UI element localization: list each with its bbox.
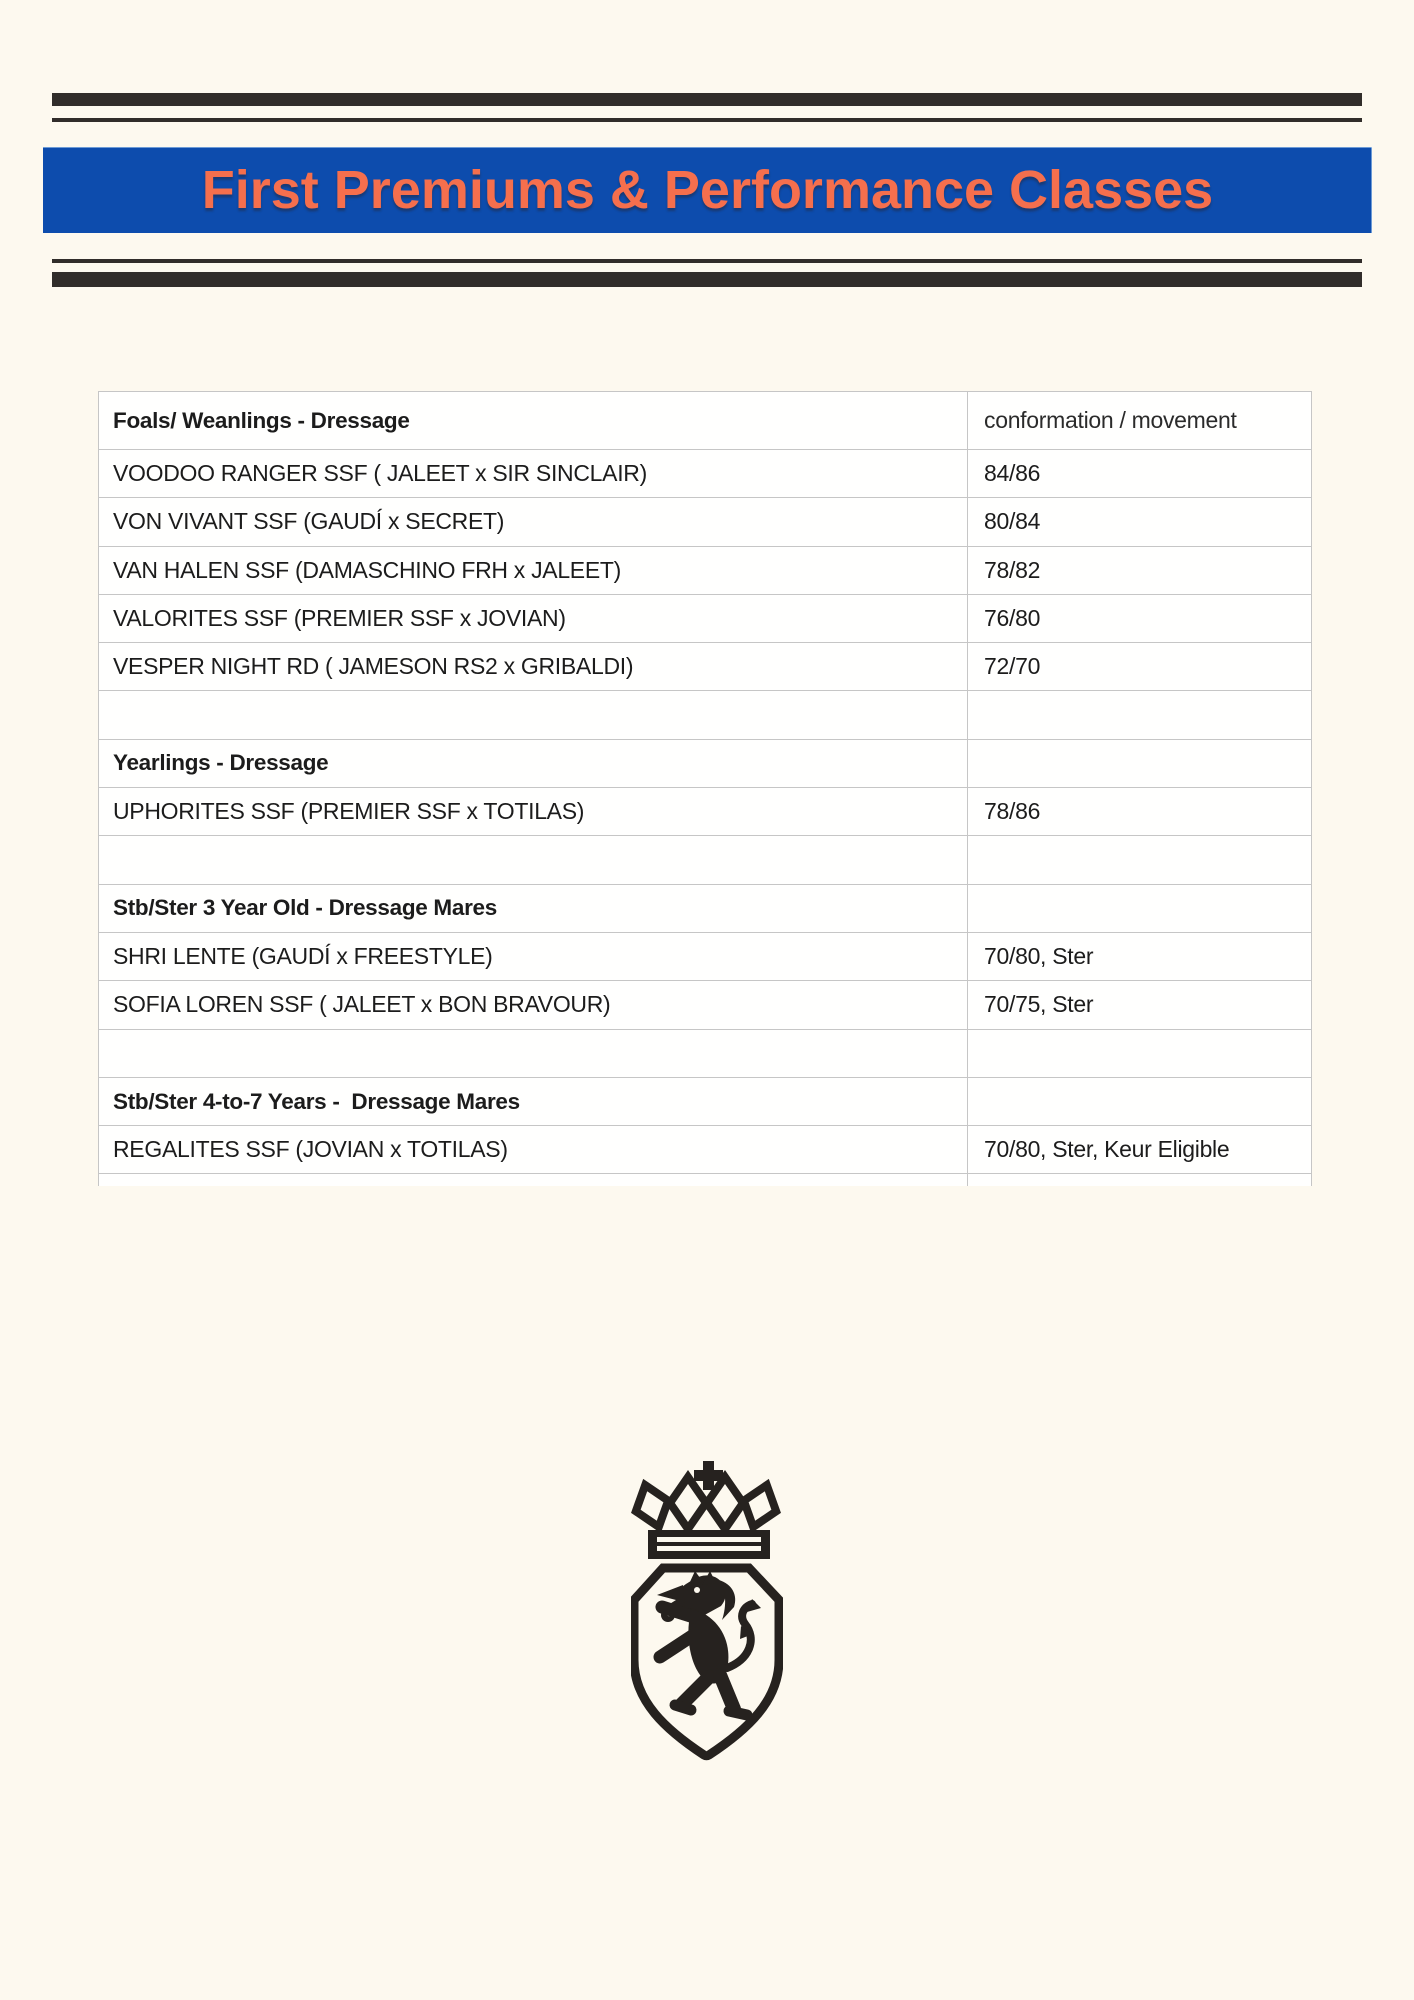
horse-name-cell: SOFIA LOREN SSF ( JALEET x BON BRAVOUR): [99, 981, 968, 1028]
horse-name-cell: Stb/Ster 4-to-7 Years - Dressage Mares: [99, 1078, 968, 1125]
score-cell: [968, 885, 1311, 932]
horse-name-cell: VAN HALEN SSF (DAMASCHINO FRH x JALEET): [99, 547, 968, 594]
score-cell: [968, 836, 1311, 883]
table-row: [99, 933, 1311, 981]
table-row: [99, 498, 1311, 546]
table-row: [99, 1078, 1311, 1126]
horse-name-cell: VOODOO RANGER SSF ( JALEET x SIR SINCLAIR): [99, 450, 968, 497]
score-cell: 70/75, Ster: [984, 991, 1094, 1018]
score-cell: [968, 740, 1311, 787]
score-cell: 72/70: [984, 653, 1041, 680]
table-row: [99, 836, 1311, 884]
decorative-bar-bottom-thick: [52, 272, 1362, 287]
table-row: [99, 981, 1311, 1029]
score-cell: 80/84: [984, 508, 1041, 535]
horse-name-cell: [99, 836, 968, 883]
horse-name-cell: VALORITES SSF (PREMIER SSF x JOVIAN): [99, 595, 968, 642]
score-cell: conformation / movement: [984, 407, 1237, 433]
horse-name-cell: SHRI LENTE (GAUDÍ x FREESTYLE): [99, 933, 968, 980]
horse-name-cell: VON VIVANT SSF (GAUDÍ x SECRET): [99, 498, 968, 545]
horse-name-cell: [99, 691, 968, 738]
table-row: [99, 691, 1311, 739]
horse-name-cell: REGALITES SSF (JOVIAN x TOTILAS): [99, 1126, 968, 1173]
table-row: [99, 392, 1311, 450]
horse-name-cell: UPHORITES SSF (PREMIER SSF x TOTILAS): [99, 788, 968, 835]
table-row: [99, 740, 1311, 788]
decorative-line-bottom-thin: [52, 259, 1362, 263]
page-title: First Premiums & Performance Classes: [201, 160, 1214, 220]
decorative-line-top-thin: [52, 118, 1362, 122]
score-cell: [968, 1174, 1311, 1186]
table-row: [99, 595, 1311, 643]
score-cell: [968, 691, 1311, 738]
table-row: [99, 1126, 1311, 1174]
title-banner: [43, 147, 1372, 233]
results-table-body: [99, 392, 1311, 1186]
horse-name-cell: [99, 1174, 968, 1186]
horse-name-cell: Foals/ Weanlings - Dressage: [99, 392, 968, 449]
score-cell: 70/80, Ster: [984, 943, 1094, 970]
horse-name-cell: VESPER NIGHT RD ( JAMESON RS2 x GRIBALDI): [99, 643, 968, 690]
score-cell: 78/82: [984, 556, 1041, 583]
table-row: [99, 885, 1311, 933]
table-row: [99, 788, 1311, 836]
score-cell: 76/80: [984, 605, 1041, 632]
score-cell: [968, 1030, 1311, 1077]
table-row: [99, 643, 1311, 691]
score-cell: 70/80, Ster, Keur Eligible: [984, 1136, 1230, 1163]
crowned-lion-crest-logo: [631, 1458, 783, 1763]
table-row: [99, 1174, 1311, 1186]
table-row: [99, 1030, 1311, 1078]
score-cell: [968, 1078, 1311, 1125]
decorative-bar-top-thick: [52, 93, 1362, 106]
results-table: [98, 391, 1312, 1186]
horse-name-cell: [99, 1030, 968, 1077]
table-row: [99, 547, 1311, 595]
horse-name-cell: Yearlings - Dressage: [99, 740, 968, 787]
horse-name-cell: Stb/Ster 3 Year Old - Dressage Mares: [99, 885, 968, 932]
score-cell: 78/86: [984, 798, 1041, 825]
score-cell: 84/86: [984, 460, 1041, 487]
crown-band-icon: [648, 1530, 770, 1559]
table-row: [99, 450, 1311, 498]
